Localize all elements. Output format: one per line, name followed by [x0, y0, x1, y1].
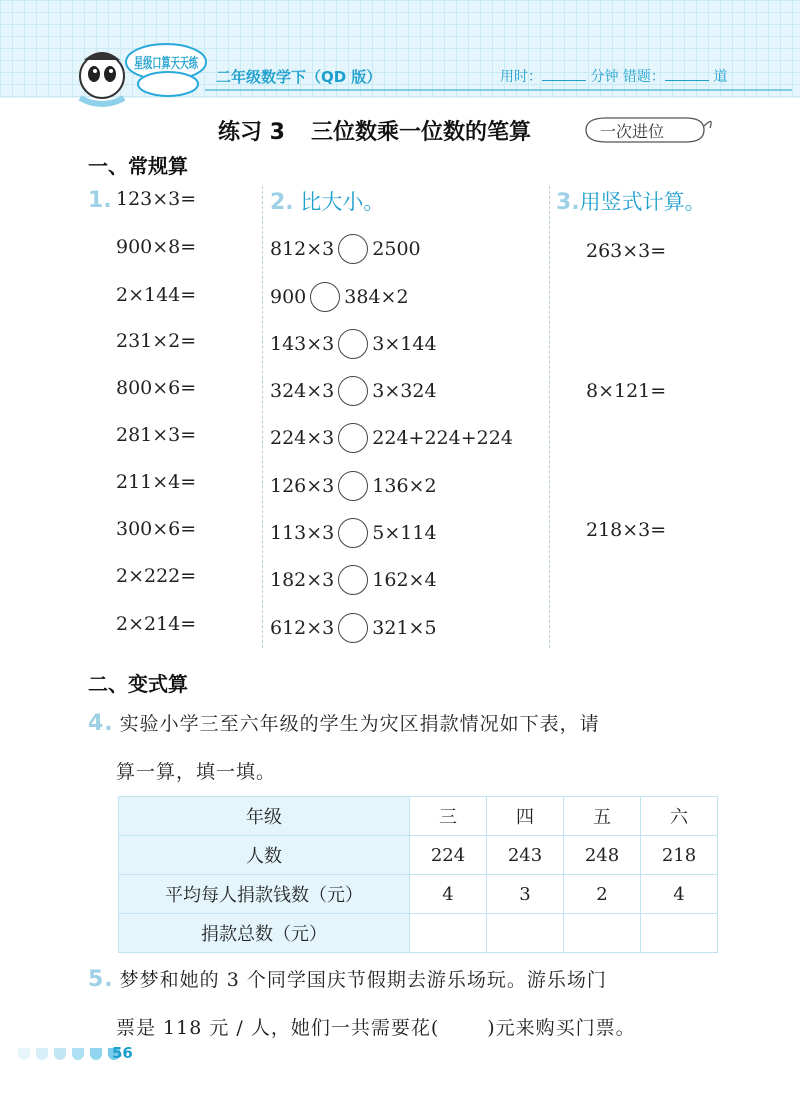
total-answer-cell[interactable] — [564, 914, 641, 953]
compare-right: 224+224+224 — [372, 427, 513, 449]
q1-item: 2×144= — [116, 284, 197, 306]
avg-cell: 2 — [564, 875, 641, 914]
q1-item: 800×6= — [116, 377, 197, 399]
table-row — [119, 836, 718, 875]
total-answer-cell[interactable] — [641, 914, 718, 953]
compare-circle[interactable] — [338, 376, 368, 406]
compare-row — [270, 232, 421, 266]
compare-left: 143×3 — [270, 333, 335, 355]
compare-circle[interactable] — [338, 423, 368, 453]
q4-text: 4. 实验小学三至六年级的学生为灾区捐款情况如下表，请 算一算，填一填。 — [88, 711, 600, 783]
table-row — [119, 875, 718, 914]
compare-right: 136×2 — [372, 475, 437, 497]
q1-item: 281×3= — [116, 424, 197, 446]
compare-circle[interactable] — [338, 613, 368, 643]
compare-left: 126×3 — [270, 475, 335, 497]
q3-item-1: 263×3= — [586, 240, 667, 262]
q1-item: 300×6= — [116, 518, 197, 540]
compare-row — [270, 611, 437, 645]
compare-left: 812×3 — [270, 238, 335, 260]
series-title: 二年级数学下（QD 版） — [216, 68, 382, 86]
q1-item: 2×222= — [116, 565, 197, 587]
compare-left: 113×3 — [270, 522, 335, 544]
compare-right: 384×2 — [344, 286, 409, 308]
mascot-logo-icon — [72, 40, 232, 106]
time-error-fields — [500, 66, 727, 86]
q1-item: 231×2= — [116, 330, 197, 352]
compare-circle[interactable] — [310, 282, 340, 312]
compare-row — [270, 469, 437, 503]
compare-row — [270, 563, 437, 597]
compare-right: 162×4 — [372, 569, 437, 591]
people-cell: 224 — [410, 836, 487, 875]
logo-text: 星级口算天天练 — [134, 56, 232, 72]
compare-circle[interactable] — [338, 565, 368, 595]
divider-1 — [262, 186, 263, 648]
time-label: 用时： — [500, 69, 542, 85]
footer-dots — [18, 1048, 120, 1060]
compare-circle[interactable] — [338, 518, 368, 548]
people-label: 人数 — [119, 836, 410, 875]
compare-right: 321×5 — [372, 617, 437, 639]
compare-right: 5×114 — [372, 522, 437, 544]
q2-title: 2. 比大小。 — [270, 190, 385, 215]
compare-left: 324×3 — [270, 380, 335, 402]
section2-heading: 二、变式算 — [88, 672, 188, 696]
compare-left: 224×3 — [270, 427, 335, 449]
table-row — [119, 914, 718, 953]
avg-cell: 3 — [487, 875, 564, 914]
compare-row — [270, 374, 437, 408]
compare-left: 900 — [270, 286, 307, 308]
avg-cell: 4 — [410, 875, 487, 914]
q3-item-2: 8×121= — [586, 380, 667, 402]
people-cell: 243 — [487, 836, 564, 875]
q5-text: 5. 梦梦和她的 3 个同学国庆节假期去游乐场玩。游乐场门 票是 118 元 / 人，她们一共需要花( )元来购买门票。 — [88, 967, 636, 1039]
compare-circle[interactable] — [338, 234, 368, 264]
q1-item: 123×3= — [116, 188, 197, 210]
total-label: 捐款总数（元） — [119, 914, 410, 953]
compare-right: 2500 — [372, 238, 421, 260]
table-row — [119, 797, 718, 836]
compare-right: 3×144 — [372, 333, 437, 355]
compare-circle[interactable] — [338, 471, 368, 501]
q3-title: 3.用竖式计算。 — [556, 190, 706, 215]
time-blank — [542, 68, 586, 81]
q1-item: 2×214= — [116, 613, 197, 635]
table-header-label: 年级 — [119, 797, 410, 836]
header-divider — [205, 89, 792, 91]
page-number: 56 — [112, 1044, 133, 1062]
lesson-name: 三位数乘一位数的笔算 — [310, 120, 531, 145]
compare-circle[interactable] — [338, 329, 368, 359]
compare-left: 182×3 — [270, 569, 335, 591]
errors-blank — [665, 68, 709, 81]
compare-left: 612×3 — [270, 617, 335, 639]
grade-cell: 六 — [641, 797, 718, 836]
count-unit: 道 — [713, 69, 728, 85]
people-cell: 218 — [641, 836, 718, 875]
compare-row — [270, 421, 513, 455]
errors-label: 错题： — [622, 69, 665, 85]
compare-right: 3×324 — [372, 380, 437, 402]
compare-row — [270, 516, 437, 550]
avg-cell: 4 — [641, 875, 718, 914]
divider-2 — [549, 186, 550, 648]
q1-item: 900×8= — [116, 236, 197, 258]
compare-row — [270, 327, 437, 361]
q3-item-3: 218×3= — [586, 519, 667, 541]
minute-label: 分钟 — [590, 69, 619, 85]
grade-cell: 四 — [487, 797, 564, 836]
q1-item: 211×4= — [116, 471, 197, 493]
people-cell: 248 — [564, 836, 641, 875]
grade-cell: 五 — [564, 797, 641, 836]
grade-cell: 三 — [410, 797, 487, 836]
total-answer-cell[interactable] — [487, 914, 564, 953]
q1-number: 1. — [88, 188, 112, 213]
lesson-tag: 一次进位 — [600, 122, 665, 141]
compare-row — [270, 280, 409, 314]
donation-table — [118, 796, 718, 953]
lesson-number: 练习 3 — [218, 120, 285, 145]
total-answer-cell[interactable] — [410, 914, 487, 953]
page-title — [218, 115, 531, 146]
section1-heading: 一、常规算 — [88, 154, 188, 178]
avg-label: 平均每人捐款钱数（元） — [119, 875, 410, 914]
